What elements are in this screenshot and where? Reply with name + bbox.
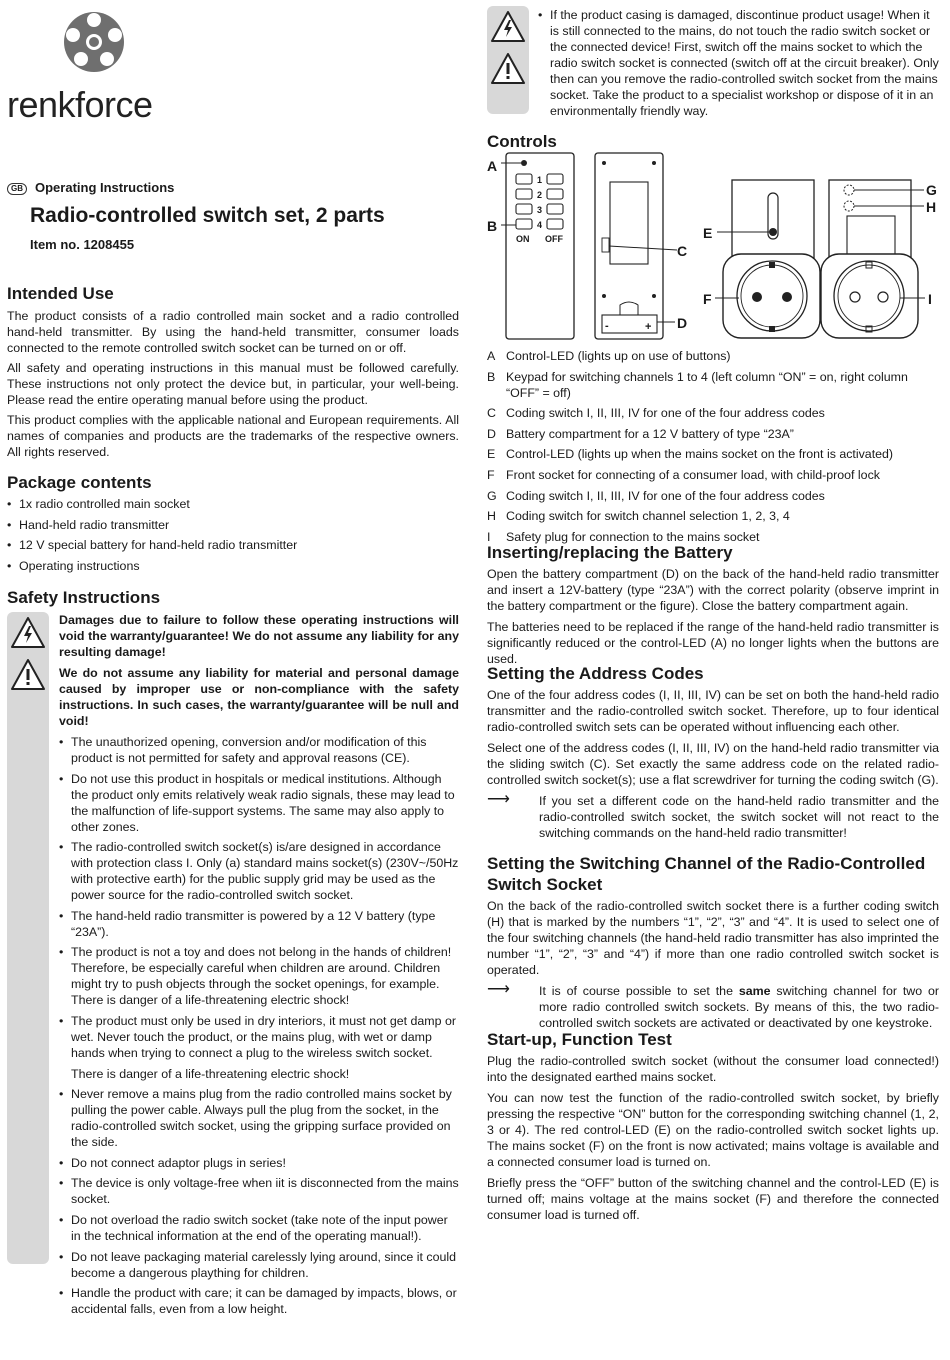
legend-row [487, 426, 939, 442]
legend-row [487, 405, 939, 421]
safety-heading: Safety Instructions [7, 588, 161, 607]
channel-heading-line1: Setting the Switching Channel of the Radio-Controlled [487, 854, 926, 873]
safety-item: • The product is not a toy and does not belong in the hands of children! Therefore, be especially careful when children are around. Children might try to push objects through the socket openings, for example. There is danger of a life-threatening electric shock! [59, 944, 459, 1008]
screw-dot [602, 294, 606, 298]
address-para: Select one of the address codes (I, II, III, IV) on the hand-held radio transmitter via the sliding switch (C). Set exactly the same address code on the related radio-controlled switch socket(s); use a flat screwdriver for turning the coding switch (G). [487, 741, 939, 787]
intended-use-heading: Intended Use [7, 284, 114, 303]
controls-figure [487, 150, 939, 340]
intended-use-para: This product complies with the applicable national and European requirements. All names of companies and products are the trademarks of the respective owners. All rights reserved. [7, 413, 459, 459]
legend-text: Battery compartment for a 12 V battery of type “23A” [506, 426, 794, 441]
off-column-label: OFF [545, 234, 563, 244]
safety-content [59, 612, 459, 1317]
startup-heading: Start-up, Function Test [487, 1030, 672, 1049]
back-label-area [847, 216, 895, 258]
package-list [7, 496, 459, 574]
back-label-area [610, 182, 648, 264]
channel-note-post: switching channel for two or more radio controlled switch sockets. By means of this, the two radio-controlled switch sockets are activated or deactivated by one keystroke. [539, 984, 939, 1030]
arrow-icon: ⟶ [487, 981, 510, 998]
channel-section [487, 853, 939, 1031]
battery-section [487, 542, 939, 667]
safety-warranty-text: Damages due to failure to follow these operating instructions will void the warranty/guarantee! We do not assume any liability for any resulting damage! [59, 613, 459, 659]
channel-note-text [539, 983, 939, 1031]
doc-type-line [7, 180, 174, 195]
legend-key: A [487, 349, 496, 363]
language-badge: GB [7, 183, 27, 195]
safety-list-right [538, 7, 939, 119]
safety-item: • Do not overload the radio switch socket (take note of the input power in the technical information at the end of the operating manual!). [59, 1212, 459, 1244]
battery-heading: Inserting/replacing the Battery [487, 543, 733, 562]
startup-para: You can now test the function of the radio-controlled switch socket, by briefly pressing the respective “ON” button for the corresponding switching channel (1, 2, 3 or 4). The red control-LED (E) on the radio-controlled switch socket lights up. The mains socket (F) on the front is now activated; mains voltage is available and a connected consumer load is turned on. [487, 1091, 939, 1169]
brand-name: renkforce [7, 84, 153, 125]
startup-para: Briefly press the “OFF” button of the switching channel and the control-LED (E) is turned off; mains voltage at the mains socket (F) and therefore the connected consumer load is turned off. [487, 1176, 939, 1222]
address-para: One of the four address codes (I, II, III, IV) can be set on both the hand-held radio transmitter and the radio-controlled switch socket. Therefore, up to four identical radio-controlled switch sets can be operated without influencing each other. [487, 688, 939, 734]
renkforce-logo-icon [49, 6, 139, 78]
screw-dot [602, 161, 606, 165]
channel-heading-line2: Switch Socket [487, 875, 603, 894]
transmitter-led [521, 160, 527, 166]
battery-para: The batteries need to be replaced if the range of the hand-held radio transmitter is significantly reduced or the control-LED (A) no longer lights when the buttons are used. [487, 620, 939, 666]
socket-hole [782, 292, 792, 302]
key-number-4: 4 [537, 220, 543, 230]
package-item: • 1x radio controlled main socket [7, 496, 459, 512]
legend-text: Coding switch for switch channel selection 1, 2, 3, 4 [506, 509, 790, 524]
legend-text: Control-LED (lights up when the mains socket on the front is activated) [506, 447, 894, 462]
address-heading: Setting the Address Codes [487, 664, 704, 683]
electric-shock-warning-icon [490, 10, 526, 44]
warning-sidebar [7, 612, 49, 1264]
callout-a: A [487, 158, 498, 174]
legend-row [487, 488, 939, 504]
intended-use-para: All safety and operating instructions in this manual must be followed carefully. These instructions not only protect the device but, in particular, your well-being. Please read the entire operating manual before using the product. [7, 361, 459, 407]
key-number-1: 1 [537, 175, 543, 185]
key-number-2: 2 [537, 190, 543, 200]
callout-f: F [703, 291, 712, 307]
intended-use-section [7, 283, 459, 460]
safety-item: • The radio-controlled switch socket(s) is/are designed in accordance with protection class I. Only (a) standard mains socket(s) (230V~/50Hz with protective earth) for the public supply grid may be used as the power source for the radio-controlled switch socket. [59, 839, 459, 903]
legend-row [487, 369, 939, 401]
callout-g: G [926, 182, 937, 198]
legend-key: F [487, 467, 495, 482]
legend-key: G [487, 488, 497, 503]
safety-item: • The product must only be used in dry interiors, it must not get damp or wet. Never touch the product, or the mains plug, with wet or damp hands when trying to connect a plug to the wireless switch socket. [59, 1013, 459, 1061]
safety-item: • If the product casing is damaged, discontinue product usage! When it is still connected to the mains, do not touch the radio switch socket or the connected device! First, switch off the mains socket to which the radio switch socket is connected (switch off at the circuit breaker). Only then can you remove the radio-controlled switch socket from the mains socket. Take the product to a specialist workshop or dispose of it in an environmentally friendly way. [538, 7, 939, 119]
safety-list-2 [59, 1086, 459, 1317]
earth-contact [769, 262, 775, 268]
package-item: • Hand-held radio transmitter [7, 517, 459, 533]
safety-item: • The device is only voltage-free when iit is disconnected from the mains socket. [59, 1175, 459, 1207]
callout-h: H [926, 199, 937, 215]
legend-text: Keypad for switching channels 1 to 4 (left column “ON” = on, right column “OFF” = off) [506, 369, 908, 400]
controls-heading: Controls [487, 132, 557, 151]
legend-row [487, 467, 939, 483]
intended-use-para: The product consists of a radio controlled main socket and a radio controlled hand-held transmitter. By using the hand-held transmitter, consumer loads connected to the remote controlled switch socket can be turned on or off. [7, 309, 459, 355]
safety-item: • Never remove a mains plug from the radio controlled mains socket by pulling the power cable. Always pull the plug from the socket, in the radio-controlled switch socket, using the gripping surface provided on the side. [59, 1086, 459, 1150]
channel-note-bold: same [738, 984, 771, 998]
safety-extra-line: There is danger of a life-threatening electric shock! [71, 1066, 350, 1081]
legend-row [487, 446, 939, 462]
safety-item: • Handle the product with care; it can be damaged by impacts, blows, or accidental falls, even from a low height. [59, 1285, 459, 1317]
legend-text: Safety plug for connection to the mains socket [506, 529, 760, 544]
legend-text: Coding switch I, II, III, IV for one of the four address codes [506, 406, 825, 421]
legend-text: Coding switch I, II, III, IV for one of the four address codes [506, 488, 825, 503]
legend-key: B [487, 369, 496, 384]
earth-contact [769, 326, 775, 332]
item-number: Item no. 1208455 [30, 237, 135, 252]
callout-e: E [703, 225, 713, 241]
electric-shock-warning-icon [10, 616, 46, 650]
on-column-label: ON [516, 234, 530, 244]
safety-item: • Do not leave packaging material carelessly lying around, since it could become a dangerous plaything for children. [59, 1249, 459, 1281]
battery-minus: - [605, 320, 609, 332]
legend-key: C [487, 406, 496, 421]
address-note [487, 793, 939, 841]
safety-item: • Do not connect adaptor plugs in series! [59, 1155, 459, 1171]
safety-item: • Do not use this product in hospitals or medical institutions. Although the product only emits relatively weak radio signals, these may lead to the malfunction of life-support systems. The same may also apply to other zones. [59, 771, 459, 835]
startup-section [487, 1029, 939, 1223]
renkforce-logo [7, 6, 187, 126]
callout-c: C [677, 243, 688, 259]
startup-para: Plug the radio-controlled switch socket (without the consumer load connected!) into the designated earthed mains socket. [487, 1054, 939, 1084]
callout-d: D [677, 315, 688, 331]
safety-liability-text: We do not assume any liability for material and personal damage caused by improper use or non-compliance with the safety instructions. In such cases, the warranty/guarantee will be null and void! [59, 666, 459, 728]
safety-item: • The unauthorized opening, conversion and/or modification of this product is not permitted for safety and approval reasons (CE). [59, 734, 459, 766]
doc-title: Radio-controlled switch set, 2 parts [30, 204, 385, 227]
exclamation-warning-icon [490, 52, 526, 86]
legend-text: Control-LED (lights up on use of buttons) [506, 349, 731, 363]
channel-para: On the back of the radio-controlled switch socket there is a further coding switch (H) that is marked by the numbers “1”, “2”, “3” and “4”. It is used to select one of the four switching channels (the hand-held radio transmitter has also imprinted the number “1”, “2”, “3” and “4”) if more than one radio controlled switch socket is operated. [487, 899, 939, 977]
battery-plus: + [645, 321, 652, 333]
legend-key: H [487, 509, 496, 524]
socket-control-led [769, 228, 777, 236]
package-item: • 12 V special battery for hand-held radio transmitter [7, 537, 459, 553]
legend-key: E [487, 447, 496, 462]
key-number-3: 3 [537, 205, 543, 215]
screw-dot [652, 294, 656, 298]
socket-hole [752, 292, 762, 302]
exclamation-warning-icon [10, 658, 46, 692]
safety-item: • The hand-held radio transmitter is powered by a 12 V battery (type “23A”). [59, 908, 459, 940]
channel-note [487, 983, 939, 1031]
legend-text: Front socket for connecting of a consumer load, with child-proof lock [506, 467, 880, 482]
legend-row [487, 348, 939, 364]
battery-para: Open the battery compartment (D) on the back of the hand-held radio transmitter and insert a 12V-battery (type “23A”) with the correct polarity (observe imprint in the battery compartment or the figure). Close the battery compartment again. [487, 567, 939, 613]
legend-row [487, 508, 939, 524]
controls-legend [487, 348, 939, 549]
package-heading: Package contents [7, 473, 152, 492]
channel-note-pre: It is of course possible to set the [539, 984, 739, 998]
callout-i: I [928, 291, 932, 307]
doc-type: Operating Instructions [35, 180, 175, 195]
arrow-icon: ⟶ [487, 791, 510, 808]
address-note-text: If you set a different code on the hand-held radio transmitter and the radio-controlled switch socket, the switch socket will not react to the switching commands on the hand-held radio transmitter! [539, 794, 939, 840]
callout-b: B [487, 218, 498, 234]
legend-key: I [487, 529, 491, 544]
safety-list [59, 734, 459, 1061]
warning-sidebar-right [487, 6, 529, 114]
package-item: • Operating instructions [7, 558, 459, 574]
legend-key: D [487, 426, 496, 441]
address-section [487, 663, 939, 841]
package-section [7, 472, 459, 574]
screw-dot [652, 161, 656, 165]
